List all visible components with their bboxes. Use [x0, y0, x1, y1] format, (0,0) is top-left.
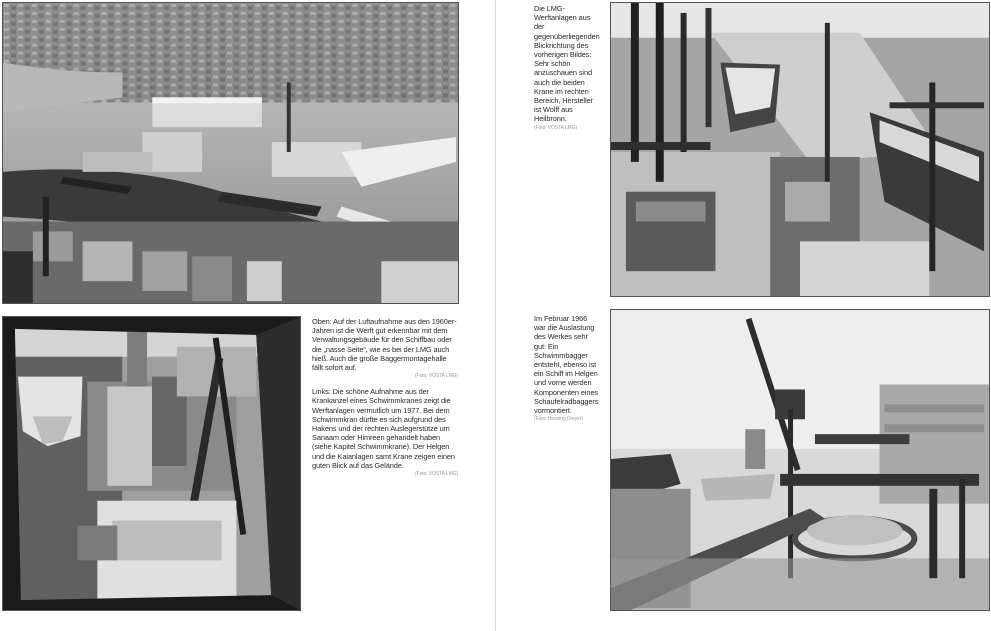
photo-credit: (Foto: Henning Dreyer)	[534, 416, 583, 423]
caption-paragraph-aerial	[312, 317, 458, 380]
photo-credit: (Foto: VOSTA LMG)	[415, 373, 458, 380]
caption-paragraph-feb-1966	[534, 314, 600, 423]
caption-text: Die LMG-Werftanlagen aus der gegenüberliegenden Blickrichtung des vorherigen Bildes: Sehr schön anzuschauen sind auch die beiden Krane im rechten Bereich, Hersteller ist Wolff aus Heilbronn.	[534, 4, 600, 124]
photo-credit: (Foto: VOSTA LMG)	[534, 124, 577, 131]
caption-paragraph-opposite-view	[534, 4, 600, 132]
book-spine	[495, 0, 496, 631]
photo-shipyard-cranes	[610, 2, 990, 297]
photo-credit: (Foto: VOSTA LMG)	[415, 471, 458, 478]
caption-text: Links: Die schöne Aufnahme aus der Krankanzel eines Schwimmkranes zeigt die Werftanlagen vermutlich um 1977. Bei dem Schwimmkran dürfte es sich aufgrund des Hakens und der rechten Auslegerstütze um Sanaam oder Himreen gehandelt haben (siehe Kapitel Schwimmkrane). Der Helgen und die Kaianlagen samt Krane zeigen einen guten Blick auf das Gelände.	[312, 387, 455, 470]
caption-text: Oben: Auf der Luftaufnahme aus den 1960er-Jahren ist die Werft gut erkennbar mit dem Verwaltungsgebäude für den Schiffbau oder die „nasse Seite“, wie es bei der LMG auch hieß. Auch die große Baggermontagehalle fällt sofort auf.	[312, 317, 457, 373]
photo-bucket-wheel-assembly	[610, 309, 990, 611]
caption-right-top	[534, 4, 600, 139]
caption-paragraph-crane-view	[312, 387, 458, 478]
caption-left-page	[312, 317, 458, 485]
caption-right-bottom	[534, 314, 600, 430]
caption-text: Im Februar 1966 war die Auslastung des Werkes sehr gut: Ein Schwimmbagger entsteht, ebenso ist ein Schiff im Helgen und vorne werden Komponenten eines Schaufelradbaggers vormontiert.	[534, 314, 599, 416]
photo-aerial-shipyard	[2, 2, 459, 304]
photo-crane-cab-view	[2, 316, 301, 611]
